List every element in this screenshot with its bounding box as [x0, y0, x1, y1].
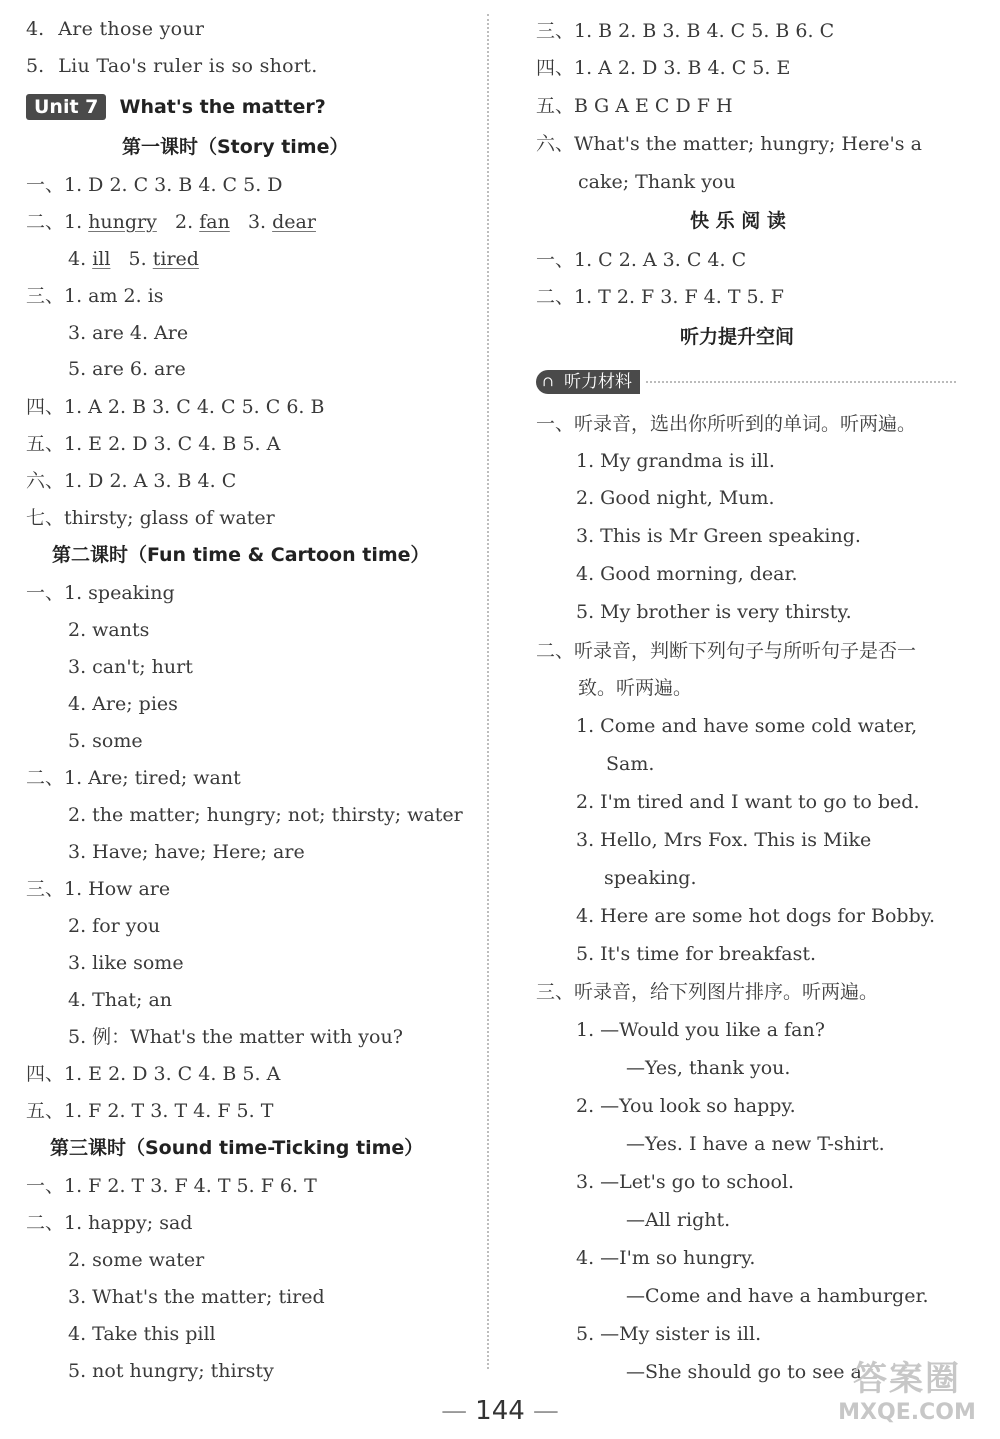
answer-line: 4. Take this pill	[68, 1323, 216, 1345]
answer-line: 3. Have; have; Here; are	[68, 841, 305, 863]
answer-line: 五、B G A E C D F H	[536, 95, 733, 117]
answer-line: 2. wants	[68, 619, 150, 641]
script-line: 2. I'm tired and I want to go to bed.	[576, 791, 920, 813]
script-line: —Yes. I have a new T-shirt.	[626, 1133, 885, 1155]
answer-line	[26, 17, 204, 41]
answer-line: cake; Thank you	[578, 171, 736, 193]
script-line: 3. This is Mr Green speaking.	[576, 525, 861, 547]
script-line: —Yes, thank you.	[626, 1057, 791, 1079]
item-number: 4.	[68, 248, 87, 270]
answer-line: 一、1. C 2. A 3. C 4. C	[536, 249, 747, 271]
answer-line: 5. 例：What's the matter with you?	[68, 1026, 403, 1048]
answer-line: 三、1. am 2. is	[26, 285, 164, 307]
script-line: 4. —I'm so hungry.	[576, 1247, 756, 1269]
answer-word: ill	[92, 248, 111, 270]
script-line: 4. Good morning, dear.	[576, 563, 798, 585]
section-heading: 听力提升空间	[680, 326, 795, 348]
answer-line: 3. can't; hurt	[68, 656, 193, 678]
item-number: 2.	[175, 211, 194, 233]
answer-line: 三、1. How are	[26, 878, 171, 900]
answer-line: 一、1. speaking	[26, 582, 175, 604]
answer-line: 4. Are; pies	[68, 693, 178, 715]
listening-material-label: 听力材料	[560, 370, 640, 394]
column-divider	[487, 14, 489, 1369]
item-number: 5.	[128, 248, 147, 270]
script-line: 2. —You look so happy.	[576, 1095, 796, 1117]
answer-line: 5. some	[68, 730, 143, 752]
answer-line: 4. That; an	[68, 989, 173, 1011]
page-number-value: 144	[475, 1396, 525, 1426]
answer-line: 四、1. A 2. B 3. C 4. C 5. C 6. B	[26, 396, 325, 418]
answer-line	[26, 54, 318, 78]
headphones-icon: ∩	[536, 370, 560, 394]
answer-word: fan	[199, 211, 230, 233]
script-line: —Come and have a hamburger.	[626, 1285, 929, 1307]
answer-line: 七、thirsty; glass of water	[26, 507, 275, 529]
answer-line: 四、1. E 2. D 3. C 4. B 5. A	[26, 1063, 281, 1085]
script-line: Sam.	[606, 753, 655, 775]
unit-title: What's the matter?	[119, 96, 326, 118]
lesson-heading: 第二课时（Fun time & Cartoon time）	[52, 544, 430, 566]
page-number: — 144 —	[441, 1396, 559, 1426]
script-line: 2. Good night, Mum.	[576, 487, 775, 509]
answer-line: 二、1. happy; sad	[26, 1212, 193, 1234]
answer-text: Liu Tao's ruler is so short.	[58, 55, 318, 77]
answer-word: tired	[152, 248, 199, 270]
answer-line: 三、1. B 2. B 3. B 4. C 5. B 6. C	[536, 20, 835, 42]
script-line: 5. It's time for breakfast.	[576, 943, 817, 965]
answer-line: 3. What's the matter; tired	[68, 1286, 325, 1308]
script-line: —She should go to see a	[626, 1361, 862, 1383]
question-line: 致。听两遍。	[578, 677, 693, 699]
answer-line: 二、1. T 2. F 3. F 4. T 5. F	[536, 286, 784, 308]
script-line: speaking.	[604, 867, 697, 889]
answer-word: hungry	[88, 211, 157, 233]
answer-line: 五、1. E 2. D 3. C 4. B 5. A	[26, 433, 281, 455]
item-number: 4.	[26, 18, 45, 40]
section-heading: 快 乐 阅 读	[690, 210, 786, 232]
question-line: 一、听录音，选出你所听到的单词。听两遍。	[536, 413, 917, 435]
item-number: 3.	[247, 211, 267, 233]
script-line: 4. Here are some hot dogs for Bobby.	[576, 905, 936, 927]
script-line: 1. My grandma is ill.	[576, 450, 775, 472]
script-line: 1. Come and have some cold water,	[576, 715, 918, 737]
answer-line	[68, 247, 199, 271]
script-line: 3. —Let's go to school.	[576, 1171, 795, 1193]
answer-line: 二、1. Are; tired; want	[26, 767, 241, 789]
answer-line: 六、1. D 2. A 3. B 4. C	[26, 470, 237, 492]
item-number: 5.	[26, 55, 45, 77]
watermark-url: MXQE.COM	[838, 1400, 976, 1425]
answer-line: 5. are 6. are	[68, 358, 186, 380]
unit-header	[26, 94, 326, 120]
answer-word: dear	[272, 211, 316, 233]
answer-line: 2. for you	[68, 915, 161, 937]
answer-line: 5. not hungry; thirsty	[68, 1360, 274, 1382]
lesson-heading: 第三课时（Sound time-Ticking time）	[50, 1137, 424, 1159]
answer-line: 2. the matter; hungry; not; thirsty; water	[68, 804, 463, 826]
site-watermark	[822, 1358, 992, 1434]
answer-line: 3. are 4. Are	[68, 322, 189, 344]
answer-line: 一、1. F 2. T 3. F 4. T 5. F 6. T	[26, 1175, 317, 1197]
script-line: —All right.	[626, 1209, 731, 1231]
answer-line: 四、1. A 2. D 3. B 4. C 5. E	[536, 57, 791, 79]
lesson-heading: 第一课时（Story time）	[122, 136, 349, 158]
watermark-logo-text: 答案圈	[853, 1359, 961, 1399]
answer-line: 3. like some	[68, 952, 184, 974]
listening-material-tag	[536, 370, 956, 394]
answer-line: 2. some water	[68, 1249, 205, 1271]
question-line: 二、听录音，判断下列句子与所听句子是否一	[536, 640, 917, 662]
script-line: 3. Hello, Mrs Fox. This is Mike	[576, 829, 872, 851]
script-line: 1. —Would you like a fan?	[576, 1019, 825, 1041]
answer-line: 五、1. F 2. T 3. T 4. F 5. T	[26, 1100, 274, 1122]
item-number: 二、1.	[26, 211, 83, 233]
dotted-rule	[646, 381, 956, 383]
answer-text: Are those your	[58, 18, 205, 40]
script-line: 5. My brother is very thirsty.	[576, 601, 852, 623]
answer-line	[26, 210, 316, 234]
script-line: 5. —My sister is ill.	[576, 1323, 762, 1345]
unit-badge: Unit 7	[26, 94, 106, 120]
answer-line: 一、1. D 2. C 3. B 4. C 5. D	[26, 174, 283, 196]
answer-line: 六、What's the matter; hungry; Here's a	[536, 133, 922, 155]
question-line: 三、听录音，给下列图片排序。听两遍。	[536, 981, 879, 1003]
